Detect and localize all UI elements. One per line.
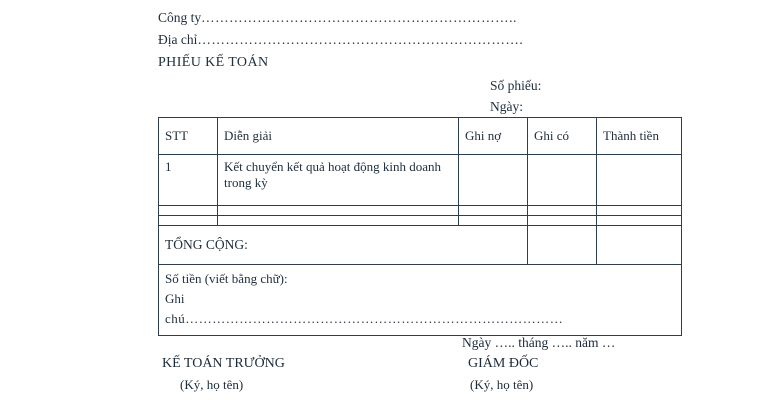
cell-description: Kết chuyển kết quả hoạt động kinh doanh trong kỳ [218,155,459,206]
table-header-row [159,118,682,155]
cell-amount [597,206,682,216]
column-header-description: Diễn giải [218,118,459,155]
total-label: TỔNG CỘNG: [159,226,528,265]
cell-stt [159,206,218,216]
cell-stt [159,216,218,226]
company-row [158,10,517,26]
voucher-number-label: Số phiếu: [490,78,542,93]
cell-stt: 1 [159,155,218,206]
total-credit [528,226,597,265]
company-dots: ………………………………………………………….. [201,10,517,25]
amount-in-words-label: Số tiền (viết bằng chữ): [165,271,288,286]
chief-accountant-sub: (Ký, họ tên) [180,377,244,392]
page-title: PHIẾU KẾ TOÁN [158,55,269,70]
amount-in-words-row [159,265,682,336]
note-dots: chú………………………………………………………………………… [165,311,564,327]
column-header-stt: STT [159,118,218,155]
column-header-credit: Ghi có [528,118,597,155]
director-sub: (Ký, họ tên) [470,377,534,392]
cell-debit [459,206,528,216]
voucher-table [158,117,682,336]
address-row [158,32,523,48]
cell-amount [597,216,682,226]
cell-credit [528,155,597,206]
cell-amount [597,155,682,206]
address-dots: ……………………………………………………………. [197,32,524,47]
chief-accountant-title: KẾ TOÁN TRƯỞNG [162,356,285,371]
cell-description [218,216,459,226]
note-label: Ghi [165,291,185,307]
table-row [159,155,682,206]
table-total-row [159,226,682,265]
address-label: Địa chỉ [158,32,198,47]
director-title: GIÁM ĐỐC [468,356,539,371]
total-amount [597,226,682,265]
cell-description [218,206,459,216]
signature-date-line: Ngày ….. tháng ….. năm … [462,335,616,350]
cell-debit [459,155,528,206]
cell-credit [528,216,597,226]
table-row [159,206,682,216]
table-row [159,216,682,226]
column-header-amount: Thành tiền [597,118,682,155]
column-header-debit: Ghi nợ [459,118,528,155]
cell-debit [459,216,528,226]
amount-in-words-cell [159,265,682,336]
cell-credit [528,206,597,216]
company-label: Công ty [158,10,202,25]
voucher-date-label: Ngày: [490,99,523,114]
